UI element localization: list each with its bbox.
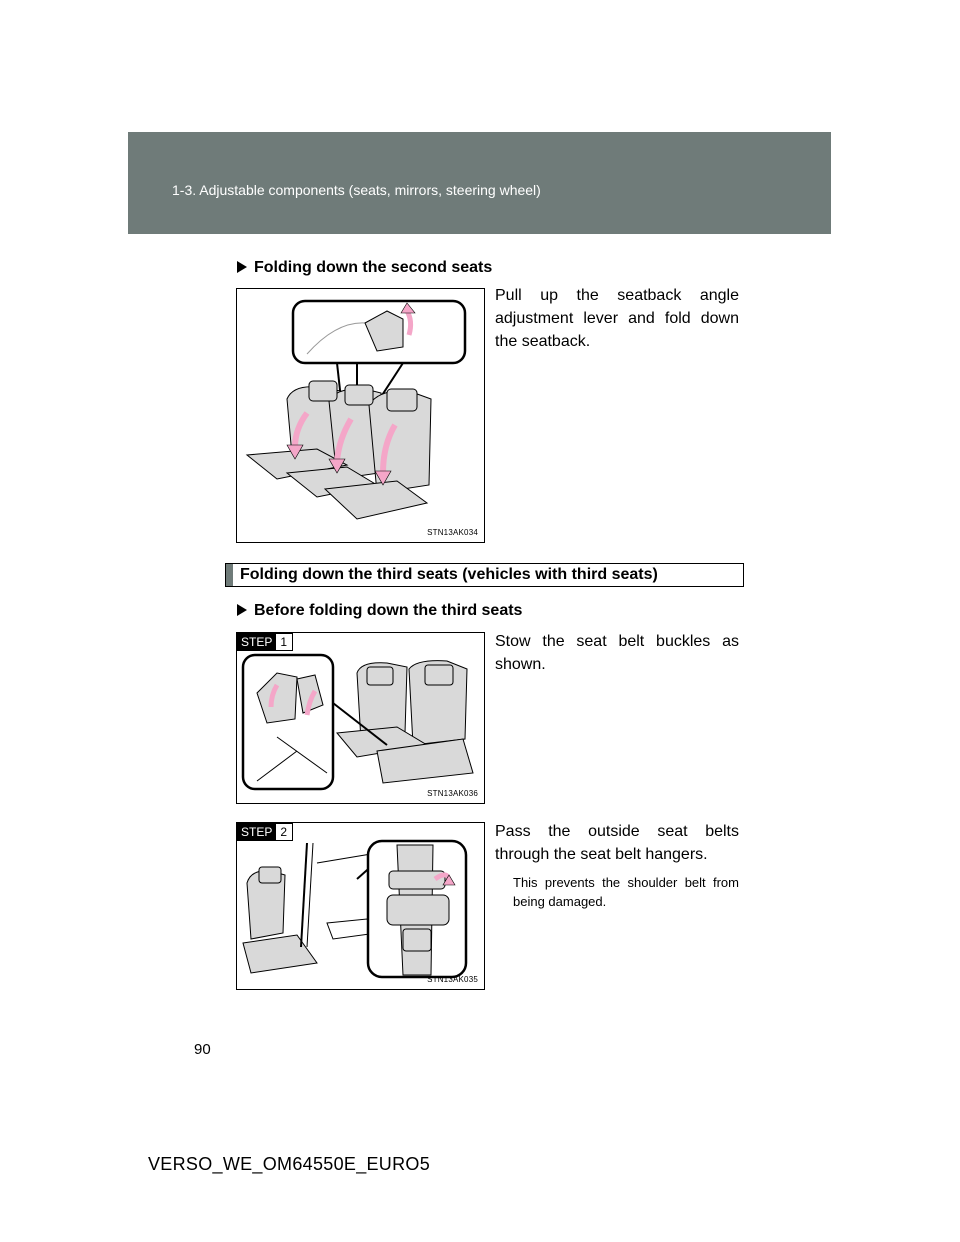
step2-badge	[237, 823, 293, 841]
figure-code: STN13AK034	[427, 528, 478, 537]
figure-code: STN13AK036	[427, 789, 478, 798]
step-number: 2	[276, 823, 293, 841]
figure-code: STN13AK035	[427, 975, 478, 984]
third-seats-sub-heading-text: Before folding down the third seats	[254, 602, 523, 619]
page-number: 90	[194, 1041, 211, 1058]
second-seats-heading	[237, 259, 492, 277]
step2-figure	[236, 822, 485, 990]
bullet-triangle-icon	[237, 261, 247, 273]
second-seats-illustration	[237, 289, 484, 542]
step-label: STEP	[237, 823, 276, 841]
second-seats-heading-text: Folding down the second seats	[254, 259, 493, 276]
header-band	[128, 132, 831, 234]
third-seats-bar-heading-text: Folding down the third seats (vehicles with third seats)	[240, 566, 658, 583]
step2-instruction: Pass the outside seat belts through the seat belt hangers.	[495, 823, 739, 863]
step1-instruction: Stow the seat belt buckles as shown.	[495, 633, 739, 673]
third-seats-bar-heading	[225, 563, 744, 587]
second-seats-instruction: Pull up the seatback angle adjustment lever and fold down the seatback.	[495, 287, 739, 350]
second-seats-figure	[236, 288, 485, 543]
section-title: 1-3. Adjustable components (seats, mirrors, steering wheel)	[172, 182, 541, 198]
step1-figure	[236, 632, 485, 804]
step1-badge	[237, 633, 293, 651]
step-label: STEP	[237, 633, 276, 651]
third-seats-sub-heading	[237, 602, 522, 620]
step1-illustration	[237, 633, 484, 803]
step2-note: This prevents the shoulder belt from being damaged.	[513, 875, 739, 909]
document-code: VERSO_WE_OM64550E_EURO5	[148, 1154, 431, 1174]
heading-accent	[226, 564, 233, 586]
step2-illustration	[237, 823, 484, 989]
bullet-triangle-icon	[237, 604, 247, 616]
step-number: 1	[276, 633, 293, 651]
